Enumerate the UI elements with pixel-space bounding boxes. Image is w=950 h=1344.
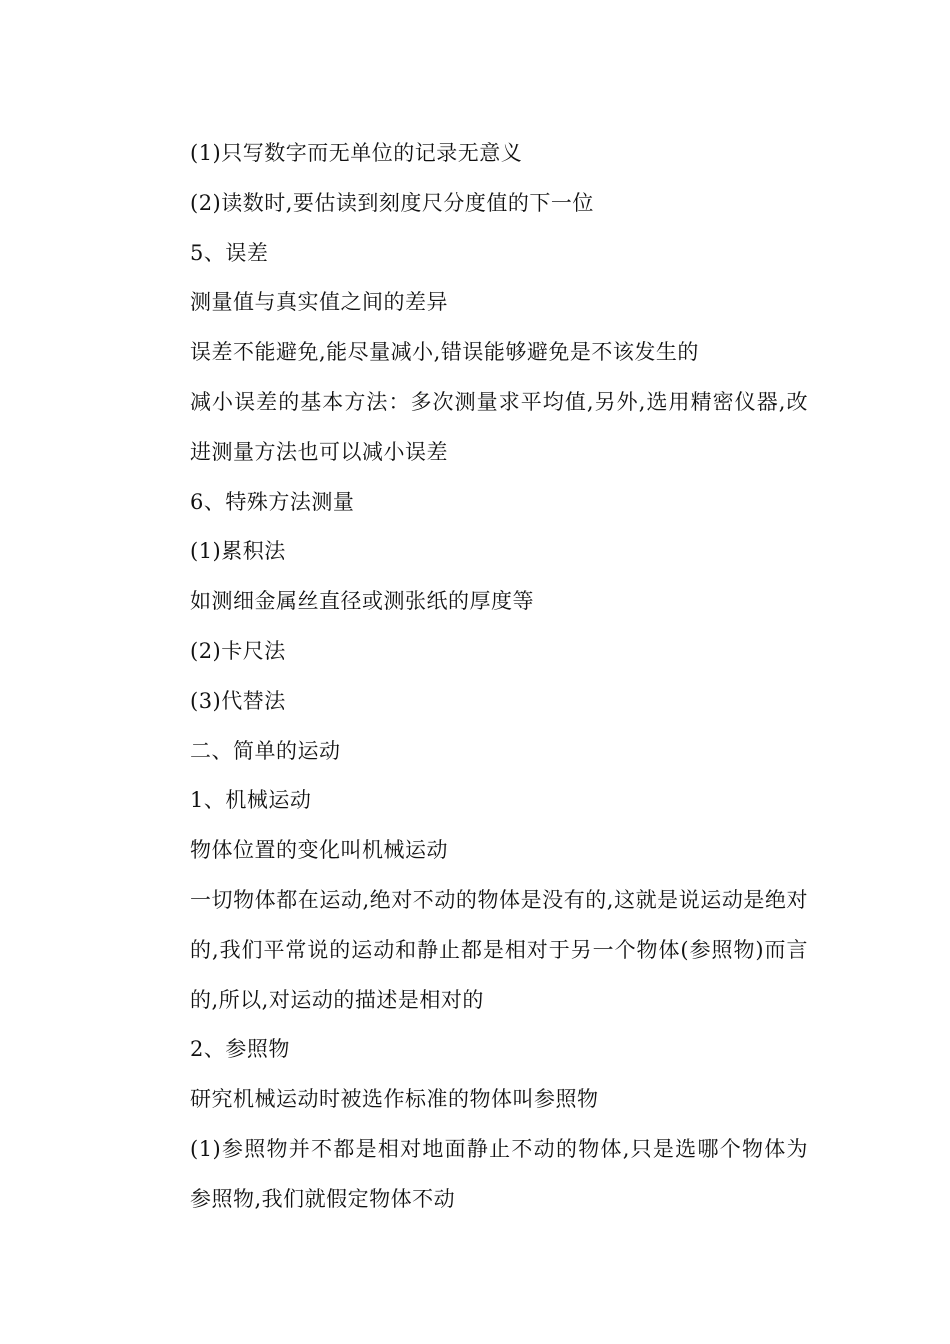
paragraph-reference-note: (1)参照物并不都是相对地面静止不动的物体,只是选哪个物体为参照物,我们就假定物体不动 — [190, 1136, 808, 1211]
document-body — [146, 129, 808, 1225]
paragraph-reference-definition: 研究机械运动时被选作标准的物体叫参照物 — [190, 1087, 599, 1112]
paragraph-reduce-error: 减小误差的基本方法：多次测量求平均值,另外,选用精密仪器,改进测量方法也可以减小误差 — [190, 389, 808, 464]
item-accumulation-method: (1)累积法 — [190, 539, 286, 564]
paragraph-error-vs-mistake: 误差不能避免,能尽量减小,错误能够避免是不该发生的 — [190, 340, 699, 365]
paragraph-error-definition: 测量值与真实值之间的差异 — [190, 290, 448, 315]
paragraph-relative-motion: 一切物体都在运动,绝对不动的物体是没有的,这就是说运动是绝对的,我们平常说的运动和静止都是相对于另一个物体(参照物)而言的,所以,对运动的描述是相对的 — [190, 887, 808, 1012]
heading-reference-object: 2、参照物 — [190, 1037, 290, 1062]
heading-special-methods: 6、特殊方法测量 — [190, 489, 355, 514]
paragraph-mechanical-motion-definition: 物体位置的变化叫机械运动 — [190, 838, 448, 863]
paragraph-reading-note: (2)读数时,要估读到刻度尺分度值的下一位 — [190, 190, 594, 215]
paragraph-accumulation-example: 如测细金属丝直径或测张纸的厚度等 — [190, 589, 534, 614]
item-caliper-method: (2)卡尺法 — [190, 638, 286, 663]
heading-simple-motion: 二、简单的运动 — [190, 738, 341, 763]
item-substitution-method: (3)代替法 — [190, 688, 286, 713]
paragraph-unit-note: (1)只写数字而无单位的记录无意义 — [190, 141, 523, 165]
heading-error: 5、误差 — [190, 240, 269, 265]
heading-mechanical-motion: 1、机械运动 — [190, 788, 312, 813]
